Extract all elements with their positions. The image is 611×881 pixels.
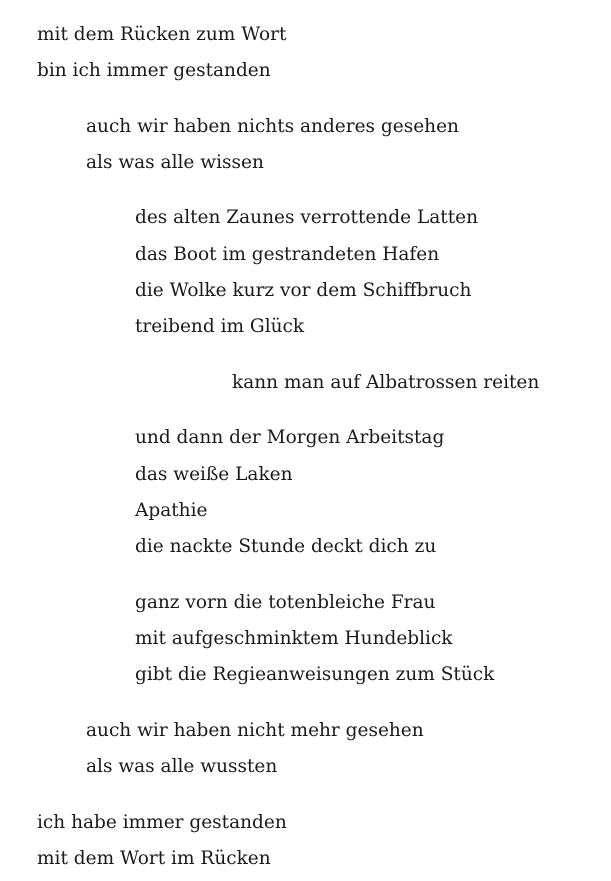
poem-line: des alten Zaunes verrottende Latten	[135, 207, 478, 228]
poem-line: das Boot im gestrandeten Hafen	[135, 244, 440, 265]
poem-line: gibt die Regieanweisungen zum Stück	[135, 664, 495, 685]
poem-line: auch wir haben nichts anderes gesehen	[86, 116, 459, 137]
poem-line: mit dem Rücken zum Wort	[37, 24, 287, 45]
poem-line: treibend im Glück	[135, 316, 305, 337]
poem-line: Apathie	[135, 500, 208, 521]
poem-line: das weiße Laken	[135, 464, 293, 485]
poem-line: die nackte Stunde deckt dich zu	[135, 536, 437, 557]
poem-line: als was alle wussten	[86, 756, 278, 777]
poem-line: bin ich immer gestanden	[37, 60, 271, 81]
poem-line: mit aufgeschminktem Hundeblick	[135, 628, 453, 649]
poem-line: und dann der Morgen Arbeitstag	[135, 427, 445, 448]
poem-line: kann man auf Albatrossen reiten	[232, 372, 540, 393]
poem-line: auch wir haben nicht mehr gesehen	[86, 720, 424, 741]
poem-line: ganz vorn die totenbleiche Frau	[135, 592, 436, 613]
poem-line: die Wolke kurz vor dem Schiffbruch	[135, 280, 472, 301]
poem-line: als was alle wissen	[86, 152, 264, 173]
poem-line: ich habe immer gestanden	[37, 812, 287, 833]
poem-line: mit dem Wort im Rücken	[37, 848, 271, 869]
